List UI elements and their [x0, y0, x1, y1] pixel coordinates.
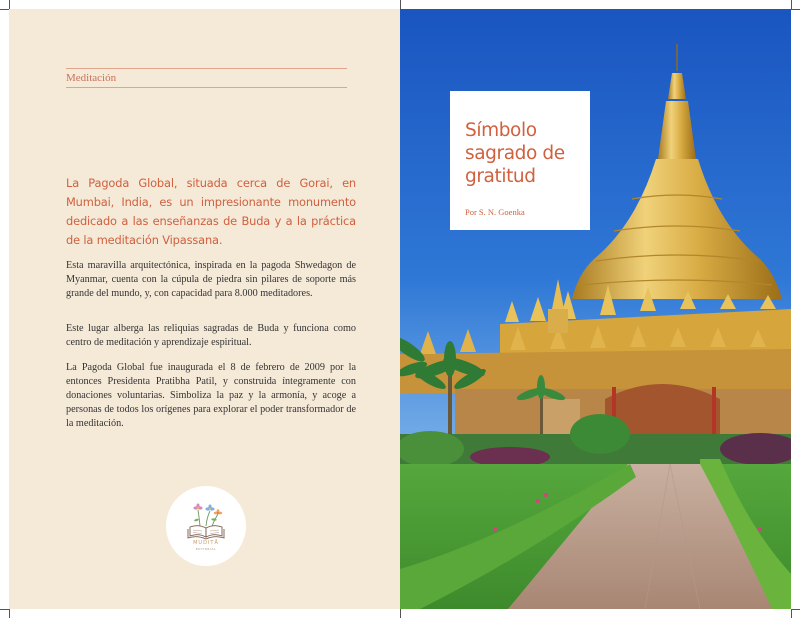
article-title: Símbolo sagrado de gratitud — [465, 120, 565, 187]
intro-paragraph: La Pagoda Global, situada cerca de Gorai, en Mumbai, India, es un impresionante monumento dedicado a las enseñanzas de Buda y a la práctica de la meditación Vipassana. — [66, 176, 356, 247]
section-label: Meditación — [66, 72, 117, 84]
crop-mark — [0, 9, 9, 10]
crop-mark — [400, 609, 401, 618]
logo-subtitle: EDITORIAL — [195, 547, 217, 551]
open-book-with-flowers-icon — [166, 486, 246, 566]
crop-mark — [9, 609, 10, 618]
article-author: Por S. N. Goenka — [465, 207, 525, 217]
left-page — [9, 9, 400, 609]
body-paragraph-2: Este lugar alberga las reliquias sagradas de Buda y funciona como centro de meditación y aprendizaje espiritual. — [66, 323, 356, 348]
crop-mark — [791, 0, 792, 9]
crop-mark — [791, 609, 792, 618]
crop-mark — [400, 0, 401, 9]
section-rule-bottom — [66, 87, 347, 88]
body-paragraph-1: Esta maravilla arquitectónica, inspirada en la pagoda Shwedagon de Myanmar, cuenta con la cúpula de piedra sin pilares de soporte más grande del mundo, y, con capacidad para 8.000 meditadores. — [66, 260, 356, 299]
section-rule-top — [66, 68, 347, 69]
crop-mark — [791, 609, 800, 610]
body-paragraph-3: La Pagoda Global fue inaugurada el 8 de febrero de 2009 por la entonces Presidenta Pratibha Patil, y construida íntegramente con donaciones voluntarias. Simboliza la paz y la armonía, y acoge a personas de todos los orígenes para explorar el poder transformador de la meditación. — [66, 362, 356, 429]
logo-name: MUDITĀ — [193, 540, 219, 546]
crop-mark — [791, 9, 800, 10]
crop-mark — [9, 0, 10, 9]
publisher-logo — [166, 486, 246, 566]
title-card — [450, 91, 590, 230]
crop-mark — [0, 609, 9, 610]
right-page — [400, 9, 791, 609]
